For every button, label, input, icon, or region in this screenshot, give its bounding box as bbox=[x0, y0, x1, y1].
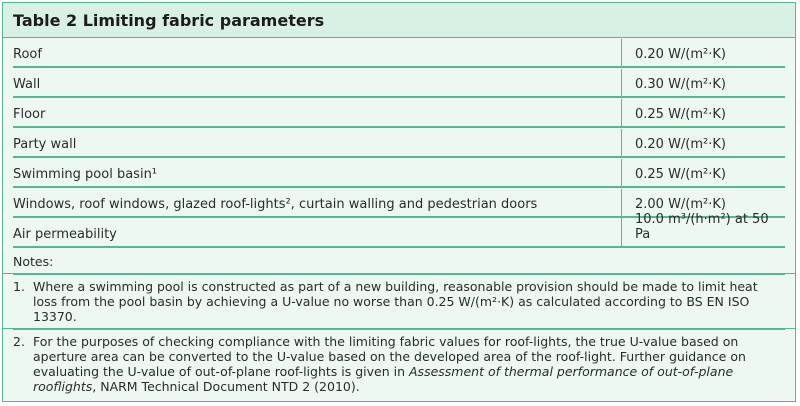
table-row bbox=[13, 38, 785, 68]
note-text: Where a swimming pool is constructed as part of a new building, reasonable provision should be made to limit heat loss from the pool basin by achieving a U-value no worse than 0.25 W/(m²·K) as calculated according to BS EN ISO 13370. bbox=[33, 279, 758, 324]
table-title: Table 2 Limiting fabric parameters bbox=[13, 10, 325, 30]
note-number: 2. bbox=[13, 334, 25, 349]
table-row bbox=[13, 212, 785, 248]
row-label: Swimming pool basin¹ bbox=[13, 167, 158, 182]
table-row bbox=[13, 158, 785, 188]
table-header bbox=[3, 3, 795, 38]
notes-section bbox=[3, 248, 795, 398]
row-value: 2.00 W/(m²·K) bbox=[635, 197, 785, 212]
row-value: 0.25 W/(m²·K) bbox=[635, 107, 785, 122]
table-row bbox=[13, 128, 785, 158]
note-text bbox=[33, 334, 785, 394]
row-value: 10.0 m³/(h·m²) at 50 Pa bbox=[635, 212, 785, 242]
row-value: 0.20 W/(m²·K) bbox=[635, 47, 785, 62]
note-text-part1: For the purposes of checking compliance with the limiting fabric values for roof-lights, the true U-value based on aperture area can be converted to the U-value based on the developed area of the roof-light. Further guidance on evaluating the U-value of out-of-plane roof-lights is given in bbox=[33, 334, 746, 379]
note-item bbox=[13, 274, 785, 328]
table-row bbox=[13, 98, 785, 128]
row-value: 0.25 W/(m²·K) bbox=[635, 167, 785, 182]
note-reference-title: Assessment of thermal performance of out-of-plane rooflights bbox=[33, 364, 734, 394]
row-value: 0.20 W/(m²·K) bbox=[635, 137, 785, 152]
row-value: 0.30 W/(m²·K) bbox=[635, 77, 785, 92]
note-text-part2: , NARM Technical Document NTD 2 (2010). bbox=[92, 379, 360, 394]
row-label: Roof bbox=[13, 47, 42, 62]
row-label: Floor bbox=[13, 107, 46, 122]
notes-heading: Notes: bbox=[13, 254, 54, 269]
table-row bbox=[13, 68, 785, 98]
note-number: 1. bbox=[13, 279, 25, 294]
row-label: Windows, roof windows, glazed roof-lights², curtain walling and pedestrian doors bbox=[13, 197, 538, 212]
table-frame bbox=[2, 2, 796, 402]
row-label: Wall bbox=[13, 77, 41, 92]
row-label: Party wall bbox=[13, 137, 77, 152]
row-label: Air permeability bbox=[13, 227, 117, 242]
parameter-rows bbox=[3, 38, 795, 248]
note-item bbox=[13, 329, 785, 398]
